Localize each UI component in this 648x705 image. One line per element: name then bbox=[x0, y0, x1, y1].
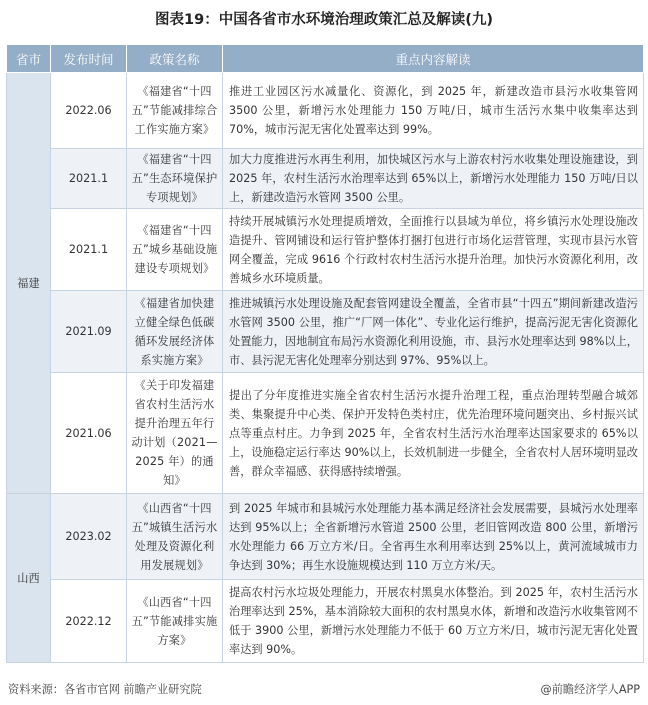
table-row bbox=[7, 149, 644, 209]
date-cell: 2022.06 bbox=[51, 73, 127, 149]
footer bbox=[8, 680, 640, 700]
table-row bbox=[7, 209, 644, 291]
table-header-row bbox=[7, 45, 644, 73]
policy-table bbox=[6, 44, 644, 663]
page-title: 图表19：中国各省市水环境治理政策汇总及解读(九) bbox=[155, 12, 493, 28]
content-cell: 到 2025 年城市和县城污水处理能力基本满足经济社会发展需要，县城污水处理率达到 95%以上；全省新增污水管道 2500 公里，老旧管网改造 800 公里，新增污水处理能力 66 万立方米/日。全省再生水利用率达到 25%以上，黄河流域城市力争达到 30%；再生水设施规模达到 110 万立方米/天。 bbox=[223, 494, 644, 580]
table-row bbox=[7, 494, 644, 580]
province-cell-shanxi: 山西 bbox=[7, 494, 51, 663]
content-cell: 加大力度推进污水再生利用，加快城区污水与上游农村污水收集处理设施建设，到 2025 年，农村生活污水治理率达到 65%以上，新增污水处理能力 150 万吨/日以上，新建改造污水管网 3500 公里。 bbox=[223, 149, 644, 209]
header-date: 发布时间 bbox=[51, 45, 127, 73]
policy-name-cell: 《山西省“十四五”节能减排实施方案》 bbox=[127, 580, 223, 663]
date-cell: 2023.02 bbox=[51, 494, 127, 580]
header-content: 重点内容解读 bbox=[223, 45, 644, 73]
content-cell: 提出了分年度推进实施全省农村生活污水提升治理工程，重点治理转型融合城郊类、集聚提升中心类、保护开发特色类村庄，优先治理环境问题突出、乡村振兴试点等重点村庄。力争到 2025 年，全省农村生活污水治理率达国家要求的 65%以上，设施稳定运行率达 90%以上，长效机制进一步健全，全省农村人居环境明显改善，群众幸福感、获得感持续增强。 bbox=[223, 373, 644, 494]
policy-name-cell: 《福建省加快建立健全绿色低碳循环发展经济体系实施方案》 bbox=[127, 291, 223, 373]
table-row bbox=[7, 291, 644, 373]
policy-name-cell: 《福建省“十四五”生态环境保护专项规划》 bbox=[127, 149, 223, 209]
header-province: 省市 bbox=[7, 45, 51, 73]
content-cell: 推进工业园区污水减量化、资源化，到 2025 年，新建改造市县污水收集管网 3500 公里，新增污水处理能力 150 万吨/日，城市生活污水集中收集率达到 70%，城市污泥无害化处置率达到 99%。 bbox=[223, 73, 644, 149]
policy-name-cell: 《福建省“十四五”城乡基础设施建设专项规划》 bbox=[127, 209, 223, 291]
content-cell: 推进城镇污水处理设施及配套管网建设全覆盖，全省市县“十四五”期间新建改造污水管网 3500 公里，推广“厂网一体化”、专业化运行维护，提高污泥无害化资源化处置能力，因地制宜布局污水资源化利用设施，市、县污水处理率达到 98%以上，市、县污泥无害化处理率分别达到 97%、95%以上。 bbox=[223, 291, 644, 373]
table-row bbox=[7, 73, 644, 149]
table-row bbox=[7, 373, 644, 494]
brand-credit: @前瞻经济学人APP bbox=[540, 683, 640, 696]
header-policy-name: 政策名称 bbox=[127, 45, 223, 73]
province-cell-fujian: 福建 bbox=[7, 73, 51, 494]
table-row bbox=[7, 580, 644, 663]
date-cell: 2021.1 bbox=[51, 149, 127, 209]
date-cell: 2021.06 bbox=[51, 373, 127, 494]
policy-name-cell: 《福建省“十四五”节能减排综合工作实施方案》 bbox=[127, 73, 223, 149]
policy-name-cell: 《山西省“十四五”城镇生活污水处理及资源化利用发展规划》 bbox=[127, 494, 223, 580]
date-cell: 2022.12 bbox=[51, 580, 127, 663]
date-cell: 2021.1 bbox=[51, 209, 127, 291]
date-cell: 2021.09 bbox=[51, 291, 127, 373]
content-cell: 提高农村污水垃圾处理能力，开展农村黑臭水体整治。到 2025 年，农村生活污水治理率达到 25%，基本消除较大面积的农村黑臭水体，新增和改造污水收集管网不低于 3900 公里，新增污水处理能力不低于 60 万立方米/日，城市污泥无害化处置率达到 90%。 bbox=[223, 580, 644, 663]
source-note: 资料来源：各省市官网 前瞻产业研究院 bbox=[8, 683, 202, 696]
content-cell: 持续开展城镇污水处理提质增效，全面推行以县域为单位，将乡镇污水处理设施改造提升、管网铺设和运行管护整体打捆打包进行市场化运营管理，实现市县污水管网全覆盖，完成 9616 个行政村农村生活污水提升治理。加快污水资源化利用，改善城乡水环境质量。 bbox=[223, 209, 644, 291]
policy-name-cell: 《关于印发福建省农村生活污水提升治理五年行动计划（2021—2025 年）的通知》 bbox=[127, 373, 223, 494]
